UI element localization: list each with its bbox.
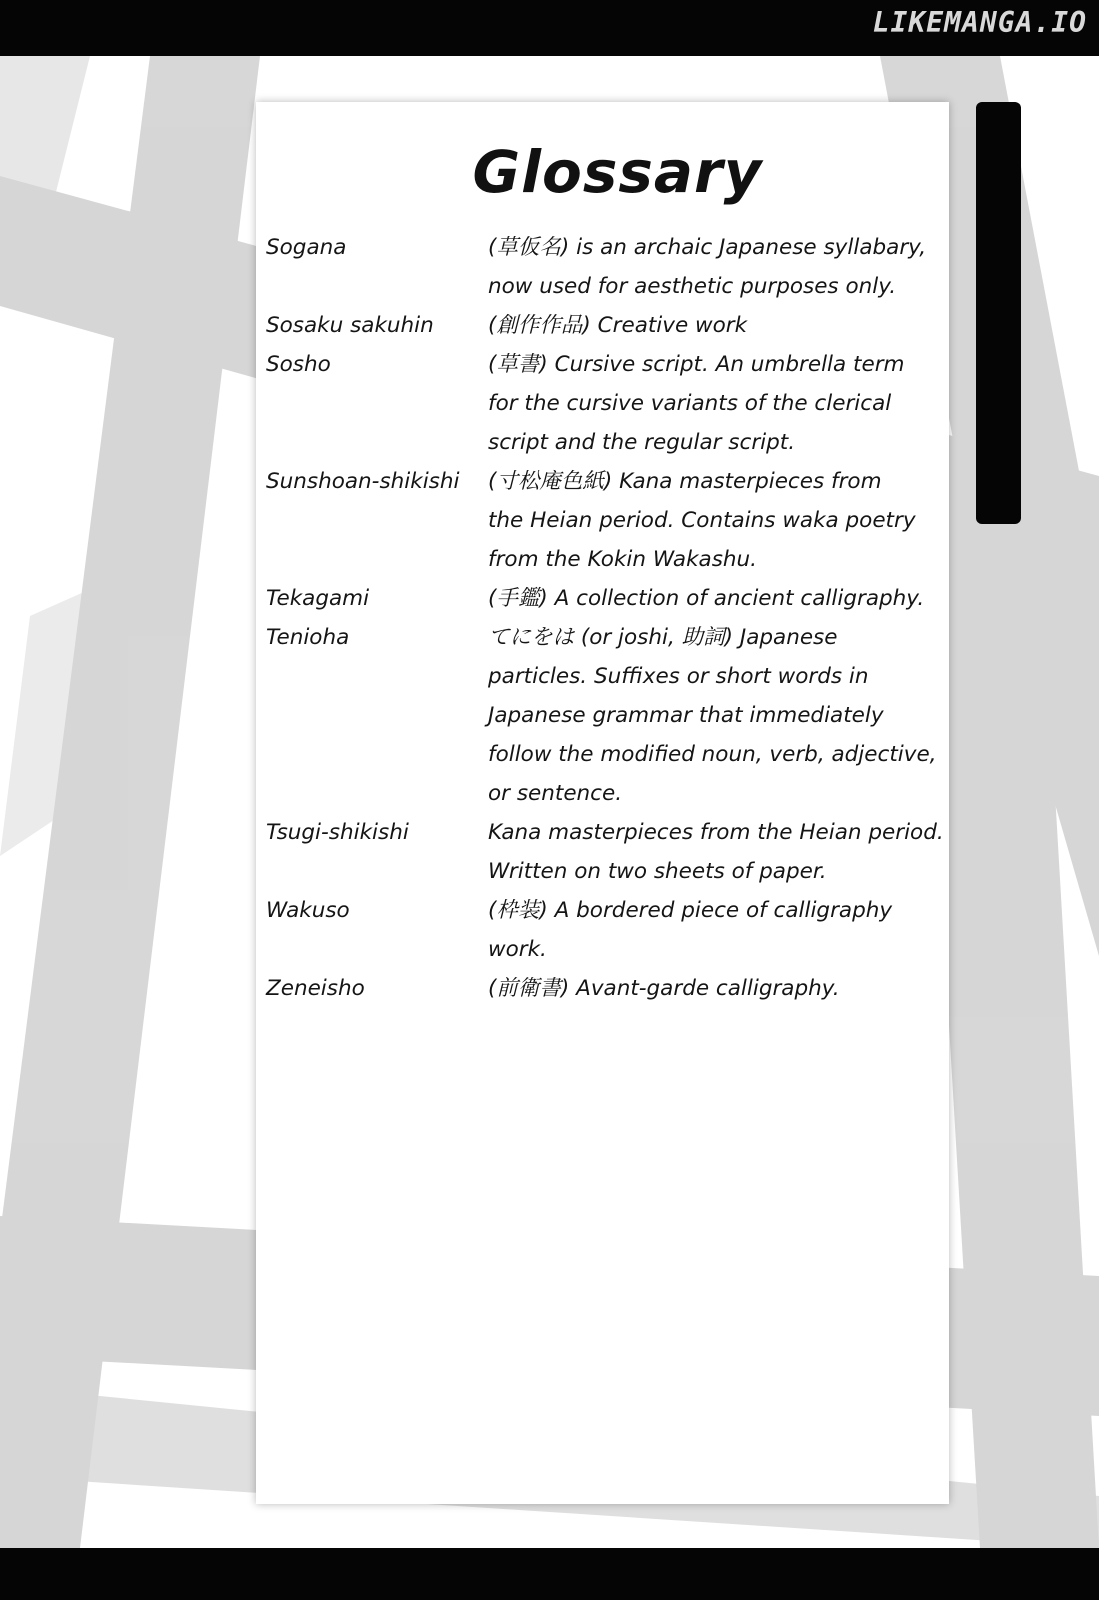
definition-line: Japanese grammar that immediately (488, 703, 884, 728)
glossary-entry (266, 969, 946, 1008)
glossary-term: Tsugi-shikishi (266, 820, 409, 845)
glossary-entry (266, 345, 946, 462)
definition-line: now used for aesthetic purposes only. (488, 274, 897, 299)
glossary-definition (488, 306, 946, 345)
glossary-definition (488, 813, 946, 891)
glossary-entry (266, 579, 946, 618)
glossary-entry (266, 813, 946, 891)
definition-line: from the Kokin Wakashu. (488, 547, 758, 572)
glossary-title: Glossary (472, 138, 763, 206)
glossary-definition (488, 462, 946, 579)
definition-line: or sentence. (488, 781, 623, 806)
definition-line: work. (488, 937, 547, 962)
watermark-text: LIKEMANGA.IO (872, 6, 1087, 39)
side-black-tab (976, 102, 1021, 524)
definition-line: てにをは (or joshi, 助詞) Japanese (488, 625, 838, 650)
glossary-definition (488, 891, 946, 969)
glossary-term: Sogana (266, 235, 347, 260)
glossary-entry (266, 618, 946, 813)
glossary-definition (488, 969, 946, 1008)
glossary-definition (488, 228, 946, 306)
glossary-entries (266, 228, 946, 1008)
glossary-definition (488, 579, 946, 618)
definition-line: for the cursive variants of the clerical (488, 391, 892, 416)
top-black-bar (0, 0, 1099, 56)
definition-line: follow the modified noun, verb, adjective, (488, 742, 937, 767)
glossary-definition (488, 618, 946, 813)
glossary-term: Sosho (266, 352, 331, 377)
definition-line: particles. Suffixes or short words in (488, 664, 869, 689)
glossary-entry (266, 462, 946, 579)
definition-line: script and the regular script. (488, 430, 796, 455)
definition-line: (草仮名) is an archaic Japanese syllabary, (488, 235, 927, 260)
definition-line: (寸松庵色紙) Kana masterpieces from (488, 469, 882, 494)
glossary-definition (488, 345, 946, 462)
definition-line: (創作作品) Creative work (488, 313, 748, 338)
glossary-panel (256, 102, 949, 1504)
glossary-term: Wakuso (266, 898, 350, 923)
bottom-black-bar (0, 1548, 1099, 1600)
glossary-term: Sosaku sakuhin (266, 313, 434, 338)
glossary-entry (266, 306, 946, 345)
glossary-entry (266, 228, 946, 306)
definition-line: (枠装) A bordered piece of calligraphy (488, 898, 893, 923)
glossary-term: Tenioha (266, 625, 350, 650)
definition-line: (前衛書) Avant-garde calligraphy. (488, 976, 840, 1001)
glossary-term: Tekagami (266, 586, 370, 611)
definition-line: Kana masterpieces from the Heian period. (488, 820, 944, 845)
glossary-term: Zeneisho (266, 976, 365, 1001)
definition-line: Written on two sheets of paper. (488, 859, 827, 884)
definition-line: the Heian period. Contains waka poetry (488, 508, 916, 533)
glossary-entry (266, 891, 946, 969)
definition-line: (手鑑) A collection of ancient calligraphy. (488, 586, 925, 611)
glossary-term: Sunshoan-shikishi (266, 469, 460, 494)
definition-line: (草書) Cursive script. An umbrella term (488, 352, 905, 377)
